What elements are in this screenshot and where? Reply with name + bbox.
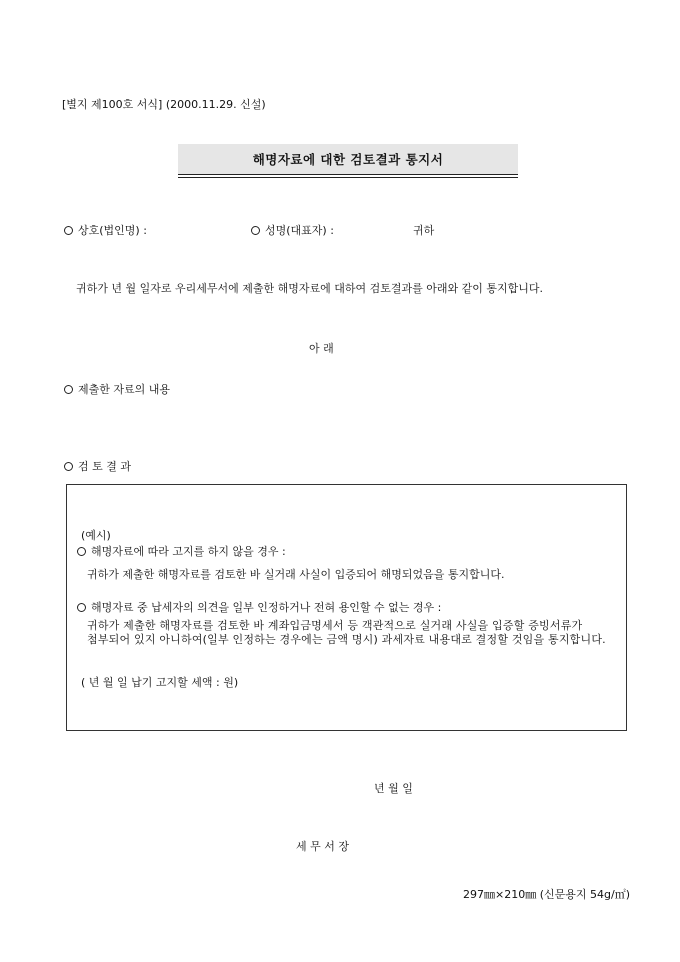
- case2-text: 귀하가 제출한 해명자료를 검토한 바 계좌입금명세서 등 객관적으로 실거래 사실을 입증할 증빙서류가 첨부되어 있지 아니하여(일부 인정하는 경우에는 금액 명시) 과세자료 내용대로 결정할 것임을 통지합니다.: [87, 619, 606, 646]
- paper-size-note: 297㎜×210㎜ (신문용지 54g/㎡): [463, 888, 630, 901]
- representative-field: [251, 222, 334, 238]
- circle-bullet-icon: [64, 462, 73, 471]
- below-heading: 아 래: [309, 342, 334, 355]
- honorific: 귀하: [413, 224, 435, 237]
- case1-heading: 해명자료에 따라 고지를 하지 않을 경우 :: [77, 543, 286, 559]
- representative-label: 성명(대표자) :: [265, 224, 334, 237]
- review-result-heading: [64, 458, 131, 474]
- submitted-content-label: 제출한 자료의 내용: [78, 383, 171, 396]
- date-line: 년 월 일: [374, 782, 413, 795]
- circle-bullet-icon: [64, 385, 73, 394]
- company-field: [64, 222, 147, 238]
- office-head: 세 무 서 장: [296, 840, 349, 853]
- review-result-box: [66, 484, 627, 731]
- case1-text: 귀하가 제출한 해명자료를 검토한 바 실거래 사실이 입증되어 해명되었음을 통지합니다.: [87, 568, 505, 581]
- circle-bullet-icon: [251, 226, 260, 235]
- notice-text: 귀하가 년 월 일자로 우리세무서에 제출한 해명자료에 대하여 검토결과를 아래와 같이 통지합니다.: [76, 282, 543, 295]
- payment-line: ( 년 월 일 납기 고지할 세액 : 원): [81, 676, 239, 689]
- notice-paragraph: [62, 279, 637, 299]
- company-label: 상호(법인명) :: [78, 224, 147, 237]
- circle-bullet-icon: [77, 603, 86, 612]
- review-result-label: 검 토 결 과: [78, 460, 131, 473]
- document-title: 해명자료에 대한 검토결과 통지서: [178, 144, 518, 174]
- circle-bullet-icon: [77, 547, 86, 556]
- title-underline: [178, 174, 518, 175]
- submitted-content-heading: [64, 381, 170, 397]
- form-header: [별지 제100호 서식] (2000.11.29. 신설): [62, 98, 266, 111]
- example-label: (예시): [81, 529, 111, 542]
- title-underline-double: [178, 177, 518, 178]
- case2-heading: 해명자료 중 납세자의 의견을 일부 인정하거나 전혀 용인할 수 없는 경우 :: [77, 599, 441, 615]
- circle-bullet-icon: [64, 226, 73, 235]
